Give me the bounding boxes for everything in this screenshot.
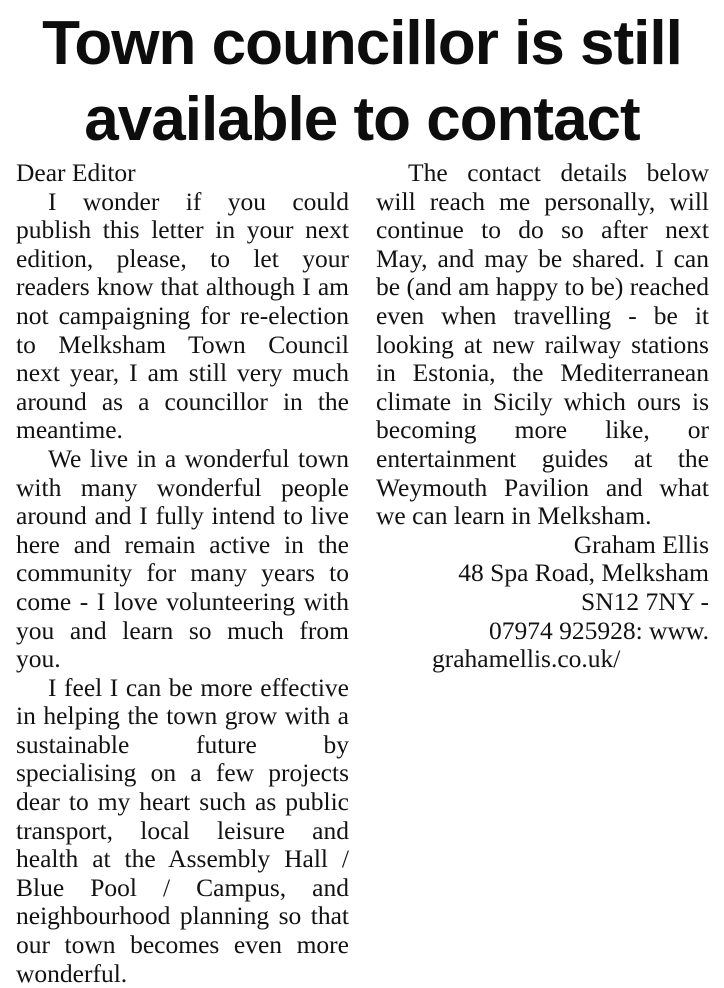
letter-paragraph-3: I feel I can be more effective in helping the town grow with a sustainable future by specialising on a few projects dear to my heart such as public transport, local leisure and health at the Assembly Hall / Blue Pool / Campus, and neighbourhood planning so that our town becomes even more wonderful.: [16, 672, 349, 988]
signature-address: 48 Spa Road, Melksham: [458, 558, 709, 588]
letter-paragraph-2: We live in a wonderful town with many wonderful people around and I fully intend to live here and remain active in the community for many years to come - I love volunteering with you and learn so much from you.: [16, 443, 349, 674]
letter-column-left: [16, 159, 349, 988]
letter-headline: Town councillor is still available to contact: [42, 9, 682, 154]
letter-column-right: [376, 159, 709, 674]
signature-phone: 07974 925928: www.: [488, 615, 709, 645]
signature-website: grahamellis.co.uk/: [432, 644, 621, 674]
letter-paragraph-1: I wonder if you could publish this letter in your next edition, please, to let your readers know that although I am not campaigning for re-election to Melksham Town Council next year, I am still very much around as a councillor in the meantime.: [16, 186, 349, 445]
letter-paragraph-4: The contact details below will reach me personally, will continue to do so after next May, and may be shared. I can be (and am happy to be) reached even when travelling - be it looking at new railway stations in Estonia, the Mediterranean climate in Sicily which ours is becoming more like, or entertainment guides at the Weymouth Pavilion and what we can learn in Melksham.: [376, 158, 709, 531]
signature-name: Graham Ellis: [573, 529, 709, 559]
salutation: Dear Editor: [16, 158, 136, 187]
signature-postcode: SN12 7NY -: [581, 586, 709, 616]
